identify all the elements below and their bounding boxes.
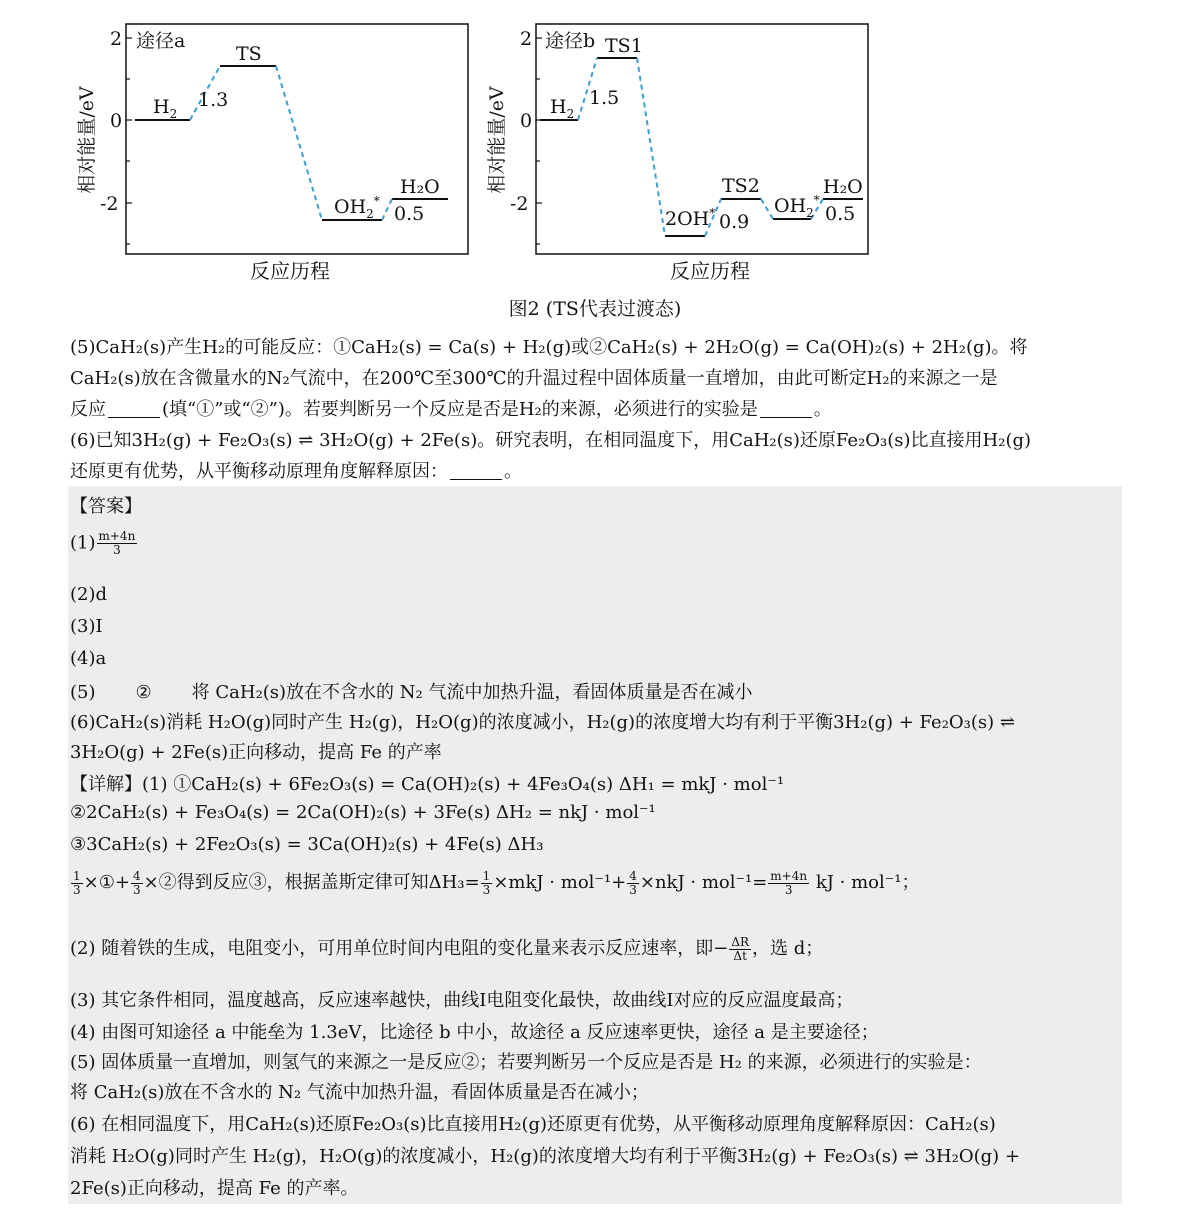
chart-b-label-barrier: 1.5	[589, 87, 620, 109]
hess-text-end: kJ · mol⁻¹；	[810, 872, 920, 893]
answer-1	[70, 530, 138, 557]
answer-blank	[450, 461, 502, 480]
detail-eq1: 【详解】(1) ①CaH₂(s) + 6Fe₂O₃(s) = Ca(OH)₂(s) + 4Fe₃O₄(s) ΔH₁ = mkJ · mol⁻¹	[70, 774, 785, 795]
chart-b-label-2oh: 2OH*	[665, 206, 716, 230]
energy-diagrams-svg	[0, 0, 1190, 300]
q6-line2-a: 还原更有优势，从平衡移动原理角度解释原因：	[70, 461, 448, 482]
fraction	[131, 870, 143, 897]
fraction-denominator: Δt	[733, 948, 747, 963]
q6-line1: (6)已知3H₂(g) + Fe₂O₃(s) ⇌ 3H₂O(g) + 2Fe(s)。研究表明，在相同温度下，用CaH₂(s)还原Fe₂O₃(s)比直接用H₂(g)	[70, 430, 1032, 451]
detail-5-line2: 将 CaH₂(s)放在不含水的 N₂ 气流中加热升温，看固体质量是否在减小；	[70, 1082, 649, 1103]
fraction-numerator: ΔR	[731, 934, 750, 949]
answer-panel	[68, 486, 1122, 1204]
detail-2	[70, 934, 823, 963]
chart-b-ytick-2: 2	[520, 28, 533, 50]
answer-header: 【答案】	[70, 496, 142, 517]
energy-diagram-figure	[0, 0, 1190, 330]
hess-text-4: ×nkJ · mol⁻¹=	[639, 872, 768, 893]
detail-2-end: ，选 d；	[752, 938, 824, 959]
chart-a	[76, 24, 468, 283]
answer-5-prefix: (5)	[70, 682, 96, 703]
answer-2: (2)d	[70, 584, 108, 605]
chart-a-label-ts: TS	[236, 43, 262, 65]
detail-eq3: ③3CaH₂(s) + 2Fe₂O₃(s) = 3Ca(OH)₂(s) + 4Fe(s) ΔH₃	[70, 834, 544, 855]
fraction-numerator: 4	[629, 868, 637, 883]
answer-3: (3)I	[70, 616, 103, 637]
q5-line1: (5)CaH₂(s)产生H₂的可能反应：①CaH₂(s) = Ca(s) + H₂(g)或②CaH₂(s) + 2H₂O(g) = Ca(OH)₂(s) + 2H₂(g)。将	[70, 337, 1028, 358]
detail-2-text: (2) 随着铁的生成，电阻变小，可用单位时间内电阻的变化量来表示反应速率，即−	[70, 938, 729, 959]
chart-a-label-gap: 0.5	[394, 203, 425, 225]
chart-b-ytick-neg2: -2	[510, 193, 529, 215]
fraction-numerator: m+4n	[770, 868, 808, 883]
chart-a-label-oh2: $OH_2^*$	[334, 194, 380, 221]
answer-5	[70, 678, 752, 704]
answer-6-line1: (6)CaH₂(s)消耗 H₂O(g)同时产生 H₂(g)，H₂O(g)的浓度减小，H₂(g)的浓度增大均有利于平衡3H₂(g) + Fe₂O₃(s) ⇌	[70, 712, 1015, 733]
answer-1-fraction	[97, 530, 138, 557]
chart-b-label-ts1: TS1	[605, 35, 643, 57]
chart-a-title: 途径a	[136, 30, 186, 52]
chart-a-label-h2: $H_2$	[153, 96, 178, 121]
fraction-denominator: 3	[132, 882, 141, 897]
chart-a-label-barrier: 1.3	[198, 89, 229, 111]
detail-3: (3) 其它条件相同，温度越高，反应速率越快，曲线I电阻变化最快，故曲线I对应的反应温度最高；	[70, 990, 854, 1011]
fraction-denominator: 3	[784, 882, 793, 897]
chart-a-xlabel: 反应历程	[250, 259, 330, 283]
fraction-numerator: 1	[73, 868, 81, 883]
fraction	[627, 870, 639, 897]
question-block	[70, 332, 1130, 487]
fraction-denominator: 3	[629, 882, 637, 897]
hess-text-2: ×②得到反应③，根据盖斯定律可知ΔH₃=	[143, 872, 480, 893]
fraction-denominator: 3	[73, 882, 81, 897]
chart-b-label-h2o: H₂O	[823, 176, 863, 198]
detail-eq2: ②2CaH₂(s) + Fe₃O₄(s) = 2Ca(OH)₂(s) + 3Fe(s) ΔH₂ = nkJ · mol⁻¹	[70, 802, 656, 823]
answer-5-choice: ②	[135, 682, 152, 703]
fraction	[729, 936, 751, 963]
chart-b-label-ts2: TS2	[722, 175, 760, 197]
fraction	[768, 870, 809, 897]
chart-b-label-h2: $H_2$	[550, 96, 575, 121]
q5-line2: CaH₂(s)放在含微量水的N₂气流中，在200℃至300℃的升温过程中固体质量一直增加，由此可断定H₂的来源之一是	[70, 368, 998, 389]
answer-6-line2: 3H₂O(g) + 2Fe(s)正向移动，提高 Fe 的产率	[70, 742, 442, 763]
fraction	[71, 870, 83, 897]
q5-line3	[70, 394, 1130, 425]
detail-5-line1: (5) 固体质量一直增加，则氢气的来源之一是反应②；若要判断另一个反应是否是 H₂ 的来源，必须进行的实验是：	[70, 1052, 982, 1073]
detail-hess	[70, 868, 919, 897]
hess-text-3: ×mkJ · mol⁻¹+	[493, 872, 627, 893]
fraction-numerator: m+4n	[98, 529, 136, 543]
answer-blank	[108, 399, 160, 418]
chart-b-ylabel: 相对能量/eV	[486, 86, 508, 194]
chart-b-label-barrier2: 0.9	[719, 211, 750, 233]
fraction-denominator: 3	[482, 882, 491, 897]
chart-a-ytick-neg2: -2	[100, 193, 119, 215]
chart-a-label-h2o: H₂O	[400, 176, 440, 198]
q6-line2	[70, 456, 1130, 487]
answer-blank	[760, 399, 812, 418]
chart-a-ytick-0: 0	[110, 110, 123, 132]
chart-b-xlabel: 反应历程	[670, 259, 750, 283]
fraction	[481, 870, 493, 897]
chart-b-label-gap: 0.5	[825, 203, 856, 225]
chart-b-label-oh2: $OH_2^*$	[774, 193, 820, 220]
fraction-denominator: 3	[113, 543, 121, 557]
fraction-numerator: 4	[132, 868, 141, 883]
detail-6-line3: 2Fe(s)正向移动，提高 Fe 的产率。	[70, 1178, 359, 1199]
q5-line3-c: 。	[813, 399, 832, 420]
q5-line3-b: (填“①”或“②”)。若要判断另一个反应是否是H₂的来源，必须进行的实验是	[162, 399, 758, 420]
detail-6-line1: (6) 在相同温度下，用CaH₂(s)还原Fe₂O₃(s)比直接用H₂(g)还原更有优势，从平衡移动原理角度解释原因：CaH₂(s)	[70, 1114, 996, 1135]
answer-5-text: 将 CaH₂(s)放在不含水的 N₂ 气流中加热升温，看固体质量是否在减小	[191, 682, 753, 703]
answer-1-prefix: (1)	[70, 532, 96, 554]
chart-a-ylabel: 相对能量/eV	[76, 86, 98, 194]
q5-line3-a: 反应	[70, 399, 106, 420]
chart-a-ytick-2: 2	[110, 28, 123, 50]
chart-b-ytick-0: 0	[520, 110, 533, 132]
fraction-numerator: 1	[482, 868, 491, 883]
detail-6-line2: 消耗 H₂O(g)同时产生 H₂(g)，H₂O(g)的浓度减小，H₂(g)的浓度增大均有利于平衡3H₂(g) + Fe₂O₃(s) ⇌ 3H₂O(g) +	[70, 1146, 1020, 1167]
hess-text-1: ×①+	[83, 872, 130, 893]
figure-caption: 图2 (TS代表过渡态)	[508, 298, 682, 320]
answer-4: (4)a	[70, 648, 107, 669]
chart-b	[486, 24, 868, 283]
q6-line2-b: 。	[504, 461, 522, 482]
chart-b-title: 途径b	[545, 30, 596, 52]
detail-4: (4) 由图可知途径 a 中能垒为 1.3eV，比途径 b 中小，故途径 a 反应速率更快，途径 a 是主要途径；	[70, 1022, 879, 1043]
